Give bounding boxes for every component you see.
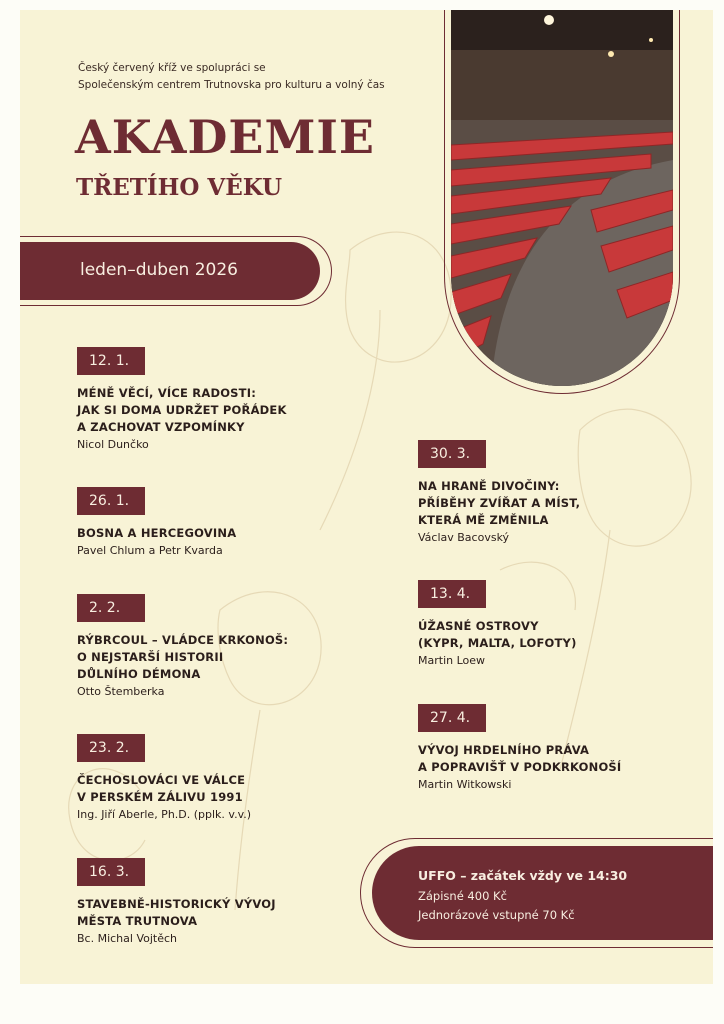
event-title: VÝVOJ HRDELNÍHO PRÁVA A POPRAVIŠŤ V PODKRKONOŠÍ	[418, 743, 622, 774]
venue-time-text: UFFO – začátek vždy ve 14:30	[418, 868, 628, 883]
event-2	[77, 487, 236, 559]
event-speaker: Nicol Dunčko	[77, 438, 149, 451]
event-speaker: Martin Witkowski	[418, 778, 512, 791]
event-3	[77, 594, 288, 700]
page-title: AKADEMIE	[75, 110, 375, 164]
event-speaker: Pavel Chlum a Petr Kvarda	[77, 544, 223, 557]
event-date: 26. 1.	[77, 487, 145, 515]
auditorium-photo	[451, 10, 673, 386]
event-date: 30. 3.	[418, 440, 486, 468]
event-title: STAVEBNĚ-HISTORICKÝ VÝVOJ MĚSTA TRUTNOVA	[77, 897, 276, 928]
event-speaker: Ing. Jiří Aberle, Ph.D. (pplk. v.v.)	[77, 808, 252, 821]
organizer-line-1: Český červený kříž ve spolupráci se	[78, 62, 266, 74]
auditorium-seats-image	[451, 10, 673, 386]
organizer-text	[78, 60, 385, 94]
event-title: RÝBRCOUL – VLÁDCE KRKONOŠ: O NEJSTARŠÍ HISTORII DŮLNÍHO DÉMONA	[77, 633, 289, 681]
event-title: MÉNĚ VĚCÍ, VÍCE RADOSTI: JAK SI DOMA UDRŽET POŘÁDEK A ZACHOVAT VZPOMÍNKY	[77, 386, 287, 434]
page-subtitle: TŘETÍHO VĚKU	[76, 174, 283, 201]
event-speaker: Václav Bacovský	[418, 531, 510, 544]
event-8	[418, 704, 621, 793]
event-date: 13. 4.	[418, 580, 486, 608]
event-speaker: Bc. Michal Vojtěch	[77, 932, 178, 945]
registration-fee-text: Zápisné 400 Kč	[418, 889, 507, 903]
event-speaker: Martin Loew	[418, 654, 486, 667]
event-7	[418, 580, 577, 669]
single-entry-fee-text: Jednorázové vstupné 70 Kč	[418, 908, 575, 922]
event-title: BOSNA A HERCEGOVINA	[77, 526, 237, 540]
event-speaker: Otto Štemberka	[77, 685, 165, 698]
event-5	[77, 858, 276, 947]
event-title: NA HRANĚ DIVOČINY: PŘÍBĚHY ZVÍŘAT A MÍST, KTERÁ MĚ ZMĚNILA	[418, 479, 581, 527]
event-date: 12. 1.	[77, 347, 145, 375]
event-1	[77, 347, 287, 453]
event-title: ČECHOSLOVÁCI VE VÁLCE V PERSKÉM ZÁLIVU 1991	[77, 773, 246, 804]
event-title: ÚŽASNÉ OSTROVY (KYPR, MALTA, LOFOTY)	[418, 619, 577, 650]
event-date: 27. 4.	[418, 704, 486, 732]
poster	[20, 10, 713, 984]
period-text: leden–duben 2026	[80, 260, 238, 280]
event-date: 2. 2.	[77, 594, 145, 622]
event-date: 16. 3.	[77, 858, 145, 886]
event-4	[77, 734, 251, 823]
event-6	[418, 440, 580, 546]
event-date: 23. 2.	[77, 734, 145, 762]
organizer-line-2: Společenským centrem Trutnovska pro kulturu a volný čas	[78, 79, 385, 91]
